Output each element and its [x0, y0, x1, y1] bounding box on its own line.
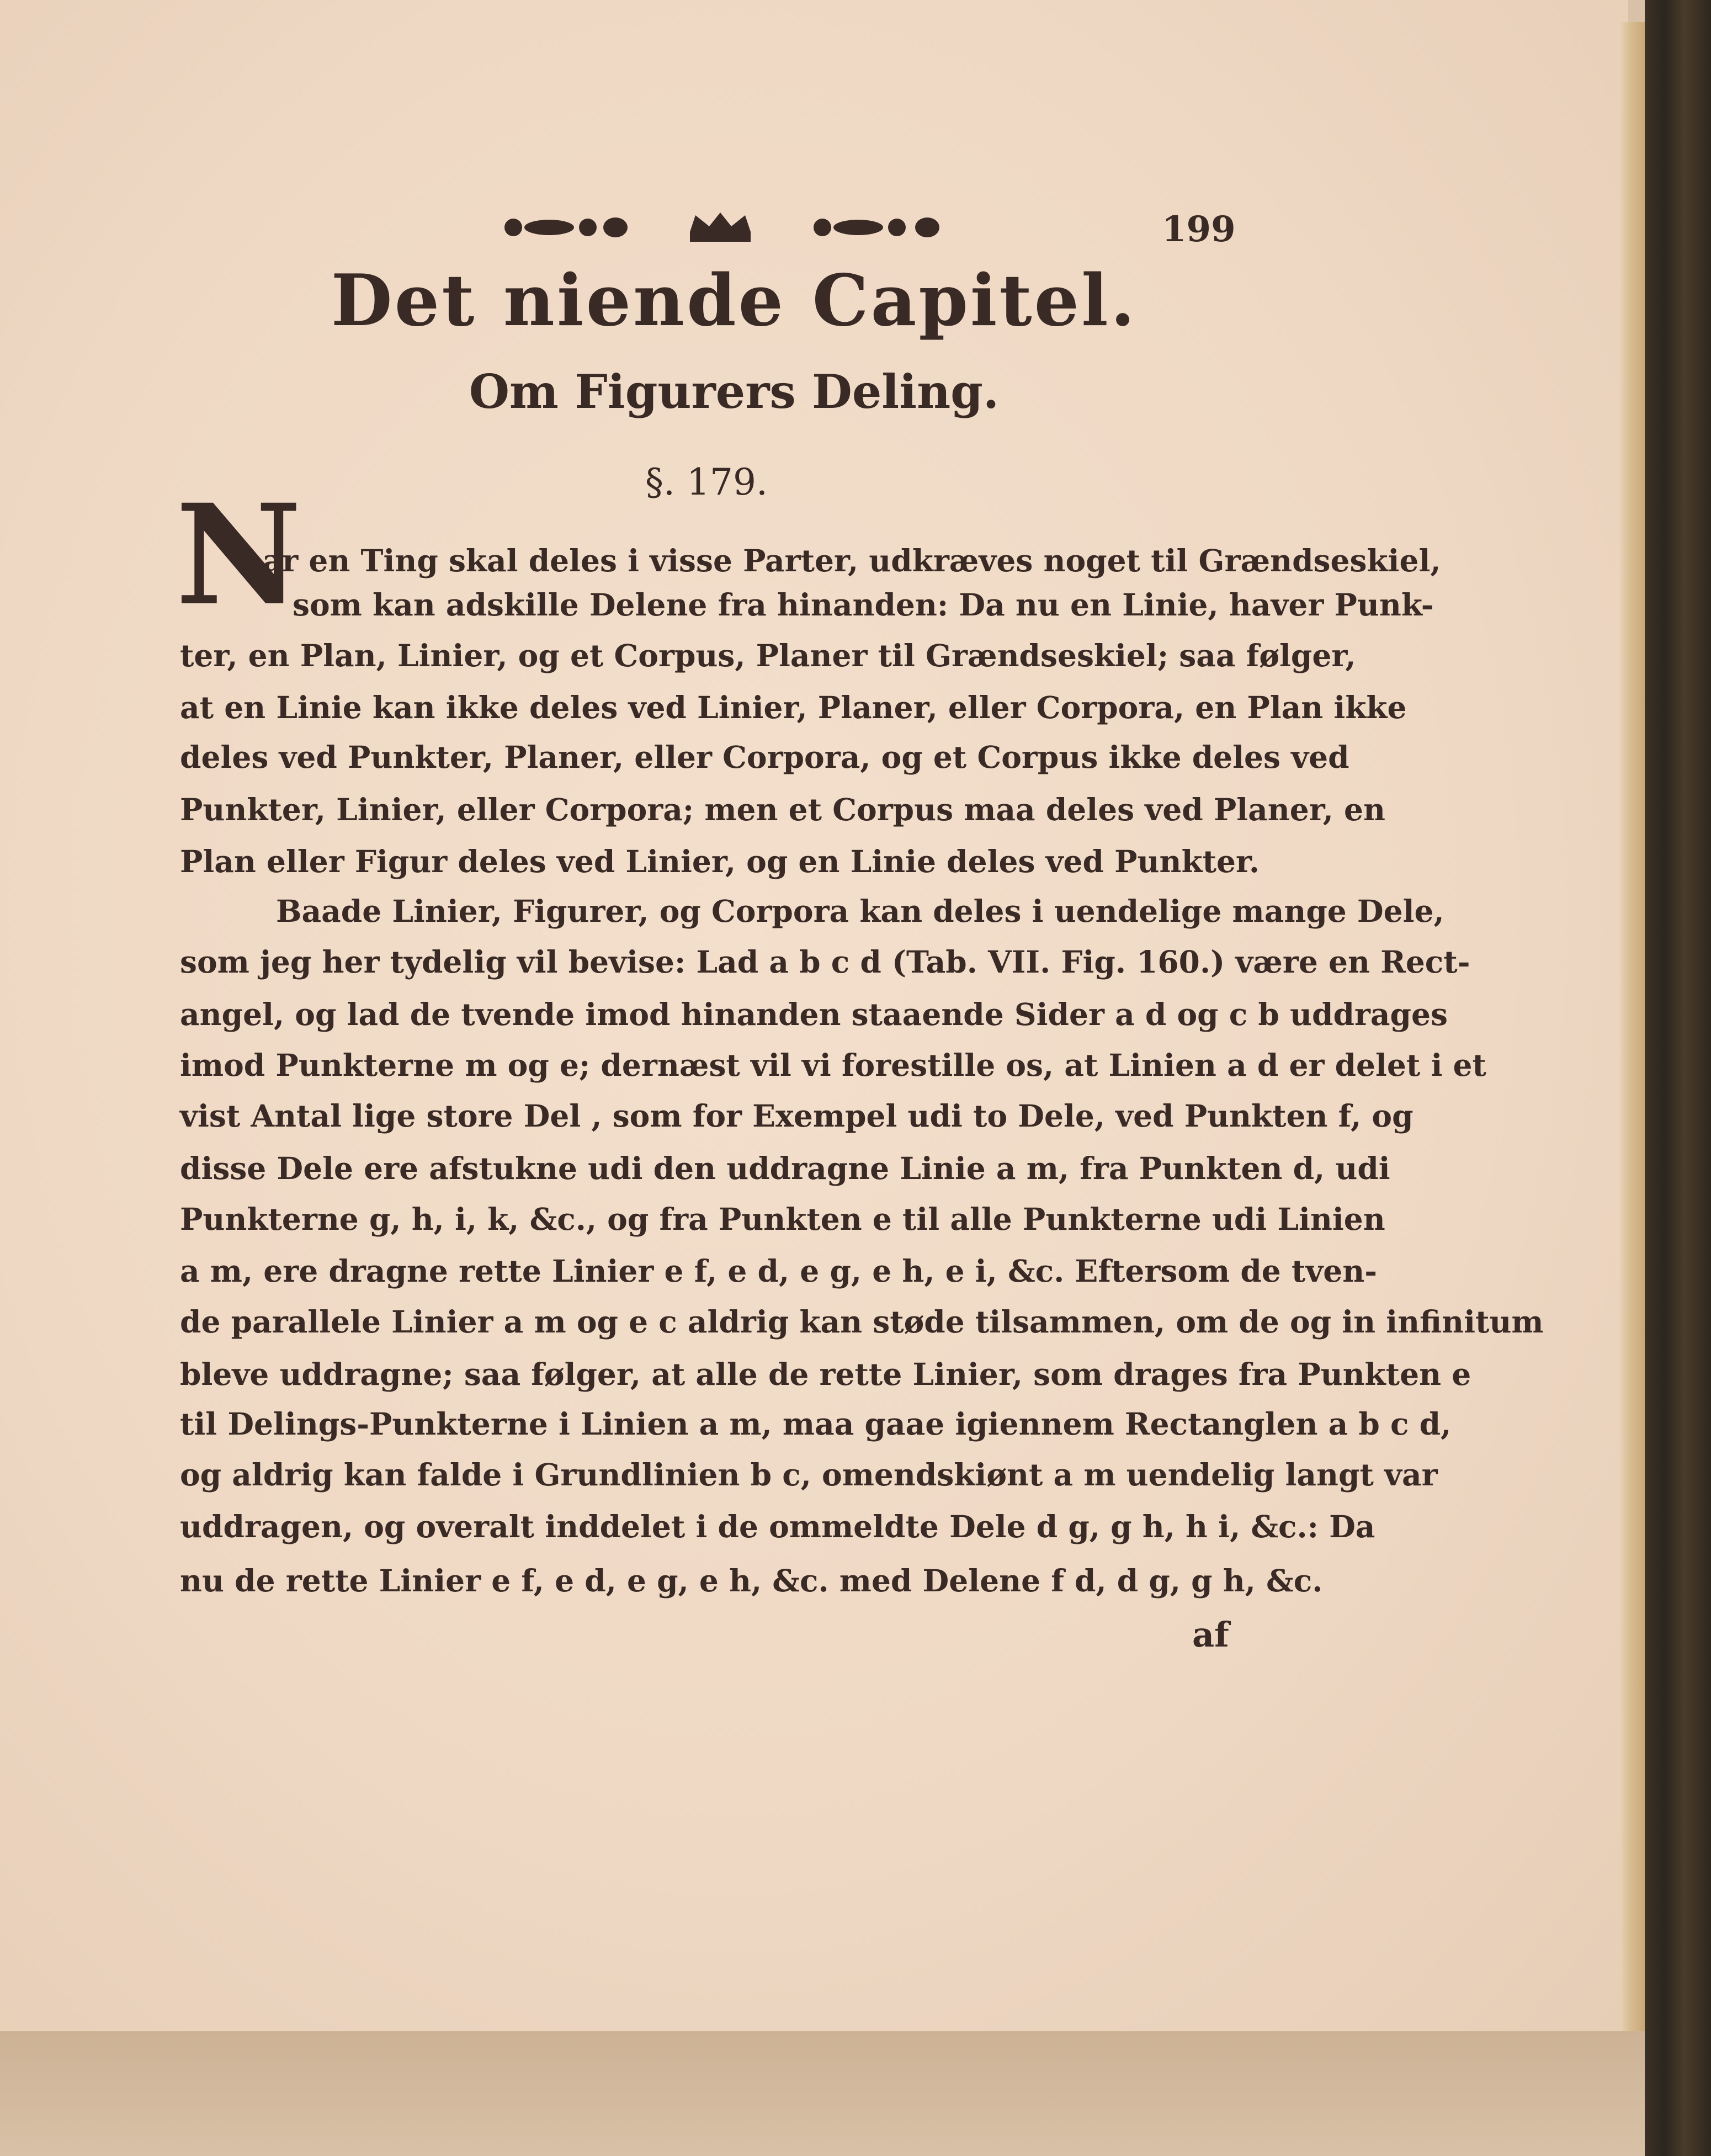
text-line: til Delings-Punkterne i Linien a m, maa gaae igiennem Rectanglen a b c d, [180, 1406, 1452, 1442]
text-line: Baade Linier, Figurer, og Corpora kan deles i uendelige mange Dele, [276, 893, 1444, 929]
page-edge [1620, 22, 1645, 2031]
text-line: bleve uddragne; saa følger, at alle de rette Linier, som drages fra Punkten e [180, 1356, 1471, 1392]
catchword: af [1192, 1615, 1229, 1655]
book-binding [1645, 0, 1711, 2156]
text-line: disse Dele ere afstukne udi den uddragne Linie a m, fra Punkten d, udi [180, 1150, 1390, 1186]
right-flourish-icon [814, 217, 939, 237]
text-line: og aldrig kan falde i Grundlinien b c, omendskiønt a m uendelig langt var [180, 1457, 1438, 1493]
text-line: de parallele Linier a m og e c aldrig kan støde tilsammen, om de og in infinitum [180, 1304, 1544, 1340]
chapter-title: Det niende Capitel. [331, 259, 1138, 342]
page-number: 199 [1162, 209, 1236, 250]
text-line: nu de rette Linier e f, e d, e g, e h, &c. med Delene f d, d g, g h, &c. [180, 1563, 1323, 1599]
text-line: aar en Ting skal deles i visse Parter, udkræves noget til Grændseskiel, [243, 543, 1441, 578]
text-line: uddragen, og overalt inddelet i de ommeldte Dele d g, g h, h i, &c.: Da [180, 1509, 1375, 1544]
section-number: §. 179. [645, 461, 768, 503]
text-line: ter, en Plan, Linier, og et Corpus, Planer til Grændseskiel; saa følger, [180, 638, 1356, 673]
crown-icon [690, 213, 751, 242]
chapter-subtitle: Om Figurers Deling. [469, 364, 1000, 419]
left-flourish-icon [504, 217, 628, 237]
text-line: Punkterne g, h, i, k, &c., og fra Punkten e til alle Punkterne udi Linien [180, 1201, 1385, 1237]
text-line: vist Antal lige store Del , som for Exempel udi to Dele, ved Punkten f, og [180, 1098, 1414, 1134]
text-line: deles ved Punkter, Planer, eller Corpora, og et Corpus ikke deles ved [180, 739, 1349, 775]
text-line: som kan adskille Delene fra hinanden: Da nu en Linie, haver Punk- [293, 587, 1434, 623]
page-bottom-shadow [0, 2031, 1645, 2156]
text-line: Plan eller Figur deles ved Linier, og en Linie deles ved Punkter. [180, 843, 1260, 879]
text-line: angel, og lad de tvende imod hinanden staaende Sider a d og c b uddrages [180, 996, 1448, 1032]
text-line: imod Punkterne m og e; dernæst vil vi forestille os, at Linien a d er delet i et [180, 1047, 1486, 1083]
text-line: a m, ere dragne rette Linier e f, e d, e g, e h, e i, &c. Eftersom de tven- [180, 1253, 1378, 1289]
text-line: som jeg her tydelig vil bevise: Lad a b c d (Tab. VII. Fig. 160.) være en Rect- [180, 944, 1470, 980]
drop-cap-initial: N [176, 474, 302, 636]
header-ornament-icon [497, 207, 949, 248]
text-line: Punkter, Linier, eller Corpora; men et Corpus maa deles ved Planer, en [180, 792, 1385, 827]
text-line: at en Linie kan ikke deles ved Linier, Planer, eller Corpora, en Plan ikke [180, 689, 1407, 725]
